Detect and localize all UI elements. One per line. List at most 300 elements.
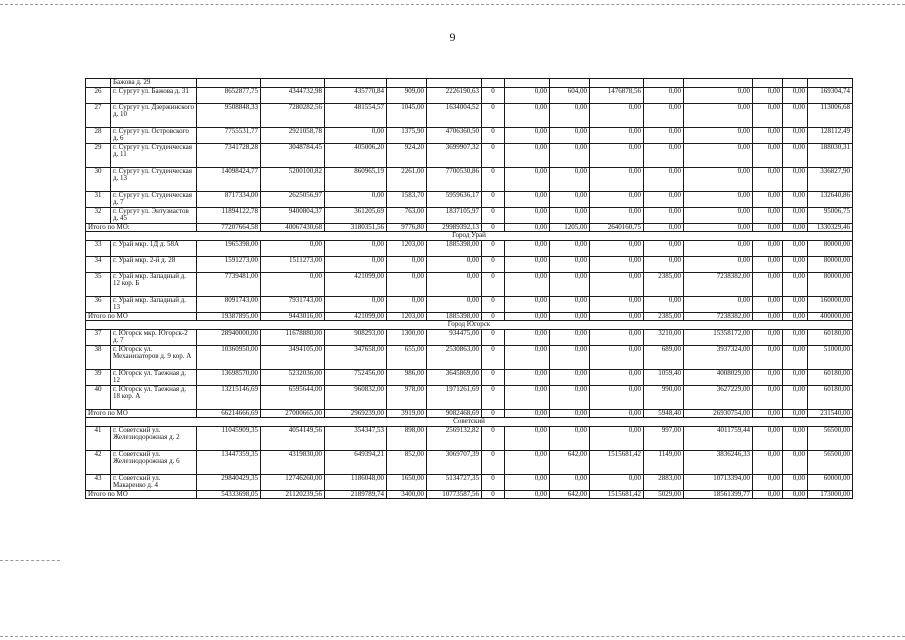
value-cell: 4706360,50 — [427, 127, 482, 143]
address-cell: г. Сургут ул. Студенческая д. 7 — [111, 191, 197, 207]
value-cell: 0 — [482, 87, 505, 103]
empty-cell — [482, 79, 505, 88]
value-cell: 361205,69 — [325, 207, 387, 223]
value-cell: 7755531,77 — [197, 127, 261, 143]
value-cell: 0,00 — [505, 345, 550, 369]
value-cell: 0,00 — [753, 256, 783, 272]
value-cell: 0,00 — [644, 167, 684, 191]
empty-cell — [753, 79, 783, 88]
value-cell: 9443016,00 — [261, 312, 325, 321]
value-cell: 909,00 — [387, 87, 427, 103]
table-row — [86, 272, 853, 296]
value-cell: 0,00 — [505, 87, 550, 103]
value-cell: 0,00 — [505, 240, 550, 256]
value-cell: 0,00 — [684, 296, 753, 312]
value-cell: 1885398,00 — [427, 240, 482, 256]
value-cell: 173000,00 — [808, 490, 853, 499]
value-cell: 21120239,56 — [261, 490, 325, 499]
table-row — [86, 167, 853, 191]
value-cell: 0,00 — [550, 474, 590, 490]
value-cell: 0 — [482, 143, 505, 167]
value-cell: 0,00 — [753, 127, 783, 143]
value-cell: 0,00 — [505, 272, 550, 296]
value-cell: 0,00 — [550, 127, 590, 143]
value-cell: 26930754,00 — [684, 409, 753, 418]
value-cell: 160000,00 — [808, 296, 853, 312]
value-cell: 0,00 — [505, 256, 550, 272]
value-cell: 9082468,69 — [427, 409, 482, 418]
value-cell: 0,00 — [590, 240, 644, 256]
value-cell: 0,00 — [590, 474, 644, 490]
group-header-row — [86, 321, 853, 330]
value-cell: 0,00 — [590, 385, 644, 409]
value-cell: 80000,00 — [808, 272, 853, 296]
value-cell: 0,00 — [684, 256, 753, 272]
value-cell: 0,00 — [783, 296, 808, 312]
value-cell: 4054149,56 — [261, 426, 325, 450]
value-cell: 0,00 — [783, 345, 808, 369]
value-cell: 27000665,00 — [261, 409, 325, 418]
value-cell: 0,00 — [783, 223, 808, 232]
value-cell: 3180351,56 — [325, 223, 387, 232]
value-cell: 1045,00 — [387, 103, 427, 127]
value-cell: 0,00 — [550, 191, 590, 207]
value-cell: 8091743,00 — [197, 296, 261, 312]
table-row — [86, 329, 853, 345]
value-cell: 4319830,00 — [261, 450, 325, 474]
value-cell: 7238382,00 — [684, 312, 753, 321]
value-cell: 18561399,77 — [684, 490, 753, 499]
value-cell: 0,00 — [753, 426, 783, 450]
value-cell: 2385,00 — [644, 312, 684, 321]
value-cell: 40067430,68 — [261, 223, 325, 232]
value-cell: 0,00 — [427, 296, 482, 312]
value-cell: 0,00 — [644, 296, 684, 312]
address-cell: г. Урай мкр. Западный д. 12 кор. Б — [111, 272, 197, 296]
value-cell: 0,00 — [505, 127, 550, 143]
value-cell: 997,00 — [644, 426, 684, 450]
value-cell: 0,00 — [753, 385, 783, 409]
value-cell: 14098424,77 — [197, 167, 261, 191]
value-cell: 435770,84 — [325, 87, 387, 103]
value-cell: 9508848,33 — [197, 103, 261, 127]
value-cell: 0,00 — [753, 143, 783, 167]
table-row — [86, 103, 853, 127]
value-cell: 0,00 — [550, 345, 590, 369]
table-row — [86, 345, 853, 369]
value-cell: 1971261,69 — [427, 385, 482, 409]
value-cell: 0,00 — [753, 329, 783, 345]
value-cell: 0,00 — [505, 296, 550, 312]
value-cell: 0,00 — [505, 409, 550, 418]
value-cell: 5200100,82 — [261, 167, 325, 191]
value-cell: 1059,40 — [644, 369, 684, 385]
value-cell: 0,00 — [550, 369, 590, 385]
value-cell: 0 — [482, 272, 505, 296]
value-cell: 0 — [482, 296, 505, 312]
value-cell: 0 — [482, 369, 505, 385]
value-cell: 29989392,13 — [427, 223, 482, 232]
value-cell: 0,00 — [644, 207, 684, 223]
value-cell: 51000,00 — [808, 345, 853, 369]
value-cell: 3937324,00 — [684, 345, 753, 369]
value-cell: 0,00 — [783, 207, 808, 223]
value-cell: 1965398,00 — [197, 240, 261, 256]
subtotal-label: Итого по МО: — [86, 223, 197, 232]
value-cell: 0,00 — [550, 426, 590, 450]
value-cell: 860965,19 — [325, 167, 387, 191]
value-cell: 0,00 — [505, 474, 550, 490]
value-cell: 649394,21 — [325, 450, 387, 474]
value-cell: 9776,80 — [387, 223, 427, 232]
scan-artifact-top — [0, 4, 905, 5]
value-cell: 0,00 — [783, 312, 808, 321]
table-row-continuation — [86, 79, 853, 88]
value-cell: 0,00 — [505, 143, 550, 167]
row-number-cell: 31 — [86, 191, 111, 207]
address-cell: г. Советский ул. Железнодорожная д. 2 — [111, 426, 197, 450]
value-cell: 0,00 — [753, 369, 783, 385]
value-cell: 0,00 — [684, 103, 753, 127]
value-cell: 3400,00 — [387, 490, 427, 499]
value-cell: 0,00 — [644, 143, 684, 167]
value-cell: 0,00 — [783, 490, 808, 499]
row-number-cell: 37 — [86, 329, 111, 345]
value-cell: 2921058,78 — [261, 127, 325, 143]
value-cell: 0,00 — [261, 240, 325, 256]
address-cell: г. Югорск ул. Таежная д. 12 — [111, 369, 197, 385]
value-cell: 655,00 — [387, 345, 427, 369]
empty-cell — [684, 79, 753, 88]
value-cell: 0,00 — [505, 450, 550, 474]
value-cell: 689,00 — [644, 345, 684, 369]
value-cell: 9400804,37 — [261, 207, 325, 223]
value-cell: 0,00 — [783, 409, 808, 418]
value-cell: 642,00 — [550, 490, 590, 499]
value-cell: 0,00 — [387, 296, 427, 312]
value-cell: 10773587,56 — [427, 490, 482, 499]
value-cell: 0,00 — [505, 329, 550, 345]
value-cell: 1186048,00 — [325, 474, 387, 490]
address-cell: Бажова д. 29 — [111, 79, 197, 88]
value-cell: 54333698,05 — [197, 490, 261, 499]
value-cell: 60000,00 — [808, 474, 853, 490]
value-cell: 0,00 — [550, 143, 590, 167]
address-cell: г. Урай мкр. Западный д. 13 — [111, 296, 197, 312]
subtotal-row — [86, 490, 853, 499]
value-cell: 0,00 — [753, 240, 783, 256]
value-cell: 1476878,56 — [590, 87, 644, 103]
value-cell: 5029,00 — [644, 490, 684, 499]
value-cell: 604,00 — [550, 87, 590, 103]
value-cell: 0,00 — [550, 312, 590, 321]
value-cell: 1375,90 — [387, 127, 427, 143]
value-cell: 0,00 — [550, 385, 590, 409]
row-number-cell: 32 — [86, 207, 111, 223]
value-cell: 2569132,82 — [427, 426, 482, 450]
value-cell: 1837105,97 — [427, 207, 482, 223]
value-cell: 898,00 — [387, 426, 427, 450]
row-number-cell: 33 — [86, 240, 111, 256]
row-number-cell: 27 — [86, 103, 111, 127]
value-cell: 0,00 — [783, 240, 808, 256]
value-cell: 0,00 — [753, 312, 783, 321]
value-cell: 0,00 — [325, 191, 387, 207]
value-cell: 0,00 — [550, 240, 590, 256]
empty-cell — [325, 79, 387, 88]
value-cell: 0,00 — [684, 127, 753, 143]
value-cell: 0,00 — [387, 256, 427, 272]
row-number-cell — [86, 79, 111, 88]
value-cell: 3836246,33 — [684, 450, 753, 474]
value-cell: 0 — [482, 240, 505, 256]
subtotal-row — [86, 409, 853, 418]
value-cell: 336827,90 — [808, 167, 853, 191]
value-cell: 0,00 — [550, 409, 590, 418]
value-cell: 2883,00 — [644, 474, 684, 490]
value-cell: 405006,20 — [325, 143, 387, 167]
table-row — [86, 127, 853, 143]
value-cell: 0,00 — [753, 490, 783, 499]
value-cell: 1634004,52 — [427, 103, 482, 127]
value-cell: 0,00 — [387, 272, 427, 296]
value-cell: 4011759,44 — [684, 426, 753, 450]
value-cell: 29840429,35 — [197, 474, 261, 490]
value-cell: 12746260,00 — [261, 474, 325, 490]
value-cell: 0,00 — [753, 207, 783, 223]
value-cell: 4344732,98 — [261, 87, 325, 103]
value-cell: 0,00 — [684, 143, 753, 167]
value-cell: 0,00 — [505, 103, 550, 127]
table-row — [86, 87, 853, 103]
table-row — [86, 191, 853, 207]
table-row — [86, 296, 853, 312]
value-cell: 481554,57 — [325, 103, 387, 127]
value-cell: 0,00 — [783, 474, 808, 490]
value-cell: 13698570,00 — [197, 369, 261, 385]
scan-artifact-bottom — [0, 636, 905, 637]
row-number-cell: 36 — [86, 296, 111, 312]
value-cell: 0,00 — [684, 240, 753, 256]
value-cell: 7341728,28 — [197, 143, 261, 167]
row-number-cell: 38 — [86, 345, 111, 369]
group-title: Советский — [86, 418, 853, 427]
value-cell: 0,00 — [590, 272, 644, 296]
register-body — [86, 79, 853, 499]
value-cell: 60180,00 — [808, 329, 853, 345]
value-cell: 1205,00 — [550, 223, 590, 232]
empty-cell — [590, 79, 644, 88]
value-cell: 924,20 — [387, 143, 427, 167]
value-cell: 0 — [482, 256, 505, 272]
value-cell: 0,00 — [590, 191, 644, 207]
value-cell: 0,00 — [753, 272, 783, 296]
group-title: Город Урай — [86, 232, 853, 241]
value-cell: 0,00 — [753, 103, 783, 127]
value-cell: 0,00 — [753, 296, 783, 312]
empty-cell — [261, 79, 325, 88]
value-cell: 0,00 — [644, 256, 684, 272]
scan-artifact-left — [0, 560, 60, 561]
address-cell: г. Сургут ул. Островского д. 6 — [111, 127, 197, 143]
value-cell: 56500,00 — [808, 426, 853, 450]
value-cell: 10360950,00 — [197, 345, 261, 369]
address-cell: г. Урай мкр. 2-й д. 28 — [111, 256, 197, 272]
address-cell: г. Сургут ул. Энтузиастов д. 45 — [111, 207, 197, 223]
value-cell: 0,00 — [590, 409, 644, 418]
value-cell: 0,00 — [550, 272, 590, 296]
value-cell: 934475,00 — [427, 329, 482, 345]
value-cell: 60180,00 — [808, 369, 853, 385]
group-header-row — [86, 232, 853, 241]
value-cell: 80000,00 — [808, 256, 853, 272]
value-cell: 0,00 — [261, 272, 325, 296]
value-cell: 77207664,58 — [197, 223, 261, 232]
value-cell: 0,00 — [783, 256, 808, 272]
value-cell: 231540,00 — [808, 409, 853, 418]
value-cell: 2226190,63 — [427, 87, 482, 103]
value-cell: 4008029,00 — [684, 369, 753, 385]
subtotal-label: Итого по МО — [86, 490, 197, 499]
value-cell: 421099,00 — [325, 272, 387, 296]
value-cell: 0,00 — [325, 256, 387, 272]
value-cell: 0,00 — [590, 369, 644, 385]
value-cell: 0,00 — [505, 385, 550, 409]
table-row — [86, 256, 853, 272]
register-table — [85, 78, 853, 499]
value-cell: 0,00 — [590, 329, 644, 345]
value-cell: 1591273,00 — [197, 256, 261, 272]
empty-cell — [197, 79, 261, 88]
value-cell: 0,00 — [590, 103, 644, 127]
empty-cell — [427, 79, 482, 88]
value-cell: 5959636,17 — [427, 191, 482, 207]
address-cell: г. Советский ул. Железнодорожная д. 6 — [111, 450, 197, 474]
value-cell: 763,00 — [387, 207, 427, 223]
value-cell: 2261,00 — [387, 167, 427, 191]
value-cell: 852,00 — [387, 450, 427, 474]
value-cell: 10713394,00 — [684, 474, 753, 490]
value-cell: 169304,74 — [808, 87, 853, 103]
value-cell: 8717334,00 — [197, 191, 261, 207]
value-cell: 0,00 — [753, 191, 783, 207]
value-cell: 0 — [482, 329, 505, 345]
value-cell: 960832,00 — [325, 385, 387, 409]
value-cell: 0,00 — [783, 450, 808, 474]
value-cell: 421099,00 — [325, 312, 387, 321]
value-cell: 2385,00 — [644, 272, 684, 296]
row-number-cell: 29 — [86, 143, 111, 167]
value-cell: 128112,49 — [808, 127, 853, 143]
value-cell: 0,00 — [753, 450, 783, 474]
table-row — [86, 474, 853, 490]
value-cell: 1203,00 — [387, 240, 427, 256]
value-cell: 0,00 — [644, 87, 684, 103]
value-cell: 132640,86 — [808, 191, 853, 207]
value-cell: 0,00 — [783, 87, 808, 103]
value-cell: 0,00 — [550, 256, 590, 272]
value-cell: 0,00 — [783, 272, 808, 296]
value-cell: 0,00 — [325, 296, 387, 312]
value-cell: 400000,00 — [808, 312, 853, 321]
row-number-cell: 43 — [86, 474, 111, 490]
value-cell: 2189789,74 — [325, 490, 387, 499]
value-cell: 80000,00 — [808, 240, 853, 256]
value-cell: 13215146,69 — [197, 385, 261, 409]
value-cell: 0,00 — [783, 369, 808, 385]
group-header-row — [86, 418, 853, 427]
value-cell: 0,00 — [753, 223, 783, 232]
value-cell: 11045909,35 — [197, 426, 261, 450]
table-row — [86, 240, 853, 256]
value-cell: 0,00 — [783, 143, 808, 167]
value-cell: 0,00 — [590, 426, 644, 450]
table-row — [86, 369, 853, 385]
value-cell: 0,00 — [590, 256, 644, 272]
value-cell: 2969239,00 — [325, 409, 387, 418]
value-cell: 3048784,45 — [261, 143, 325, 167]
value-cell: 0,00 — [644, 223, 684, 232]
value-cell: 0 — [482, 103, 505, 127]
value-cell: 7739481,00 — [197, 272, 261, 296]
value-cell: 3210,00 — [644, 329, 684, 345]
value-cell: 7238382,00 — [684, 272, 753, 296]
value-cell: 642,00 — [550, 450, 590, 474]
empty-cell — [808, 79, 853, 88]
value-cell: 2625056,97 — [261, 191, 325, 207]
value-cell: 0,00 — [505, 191, 550, 207]
value-cell: 56500,00 — [808, 450, 853, 474]
value-cell: 3069707,39 — [427, 450, 482, 474]
value-cell: 1300,00 — [387, 329, 427, 345]
table-row — [86, 207, 853, 223]
value-cell: 0,00 — [783, 103, 808, 127]
value-cell: 3699907,32 — [427, 143, 482, 167]
page-number: 9 — [449, 30, 456, 44]
table-row — [86, 385, 853, 409]
value-cell: 0,00 — [505, 167, 550, 191]
value-cell: 19387895,00 — [197, 312, 261, 321]
value-cell: 113006,68 — [808, 103, 853, 127]
value-cell: 986,00 — [387, 369, 427, 385]
value-cell: 0,00 — [505, 426, 550, 450]
row-number-cell: 42 — [86, 450, 111, 474]
value-cell: 11894122,78 — [197, 207, 261, 223]
table-row — [86, 426, 853, 450]
value-cell: 3645869,00 — [427, 369, 482, 385]
value-cell: 978,00 — [387, 385, 427, 409]
value-cell: 0,00 — [590, 312, 644, 321]
value-cell: 1203,00 — [387, 312, 427, 321]
empty-cell — [644, 79, 684, 88]
value-cell: 0,00 — [590, 167, 644, 191]
value-cell: 5948,40 — [644, 409, 684, 418]
value-cell: 1650,00 — [387, 474, 427, 490]
value-cell: 3494105,00 — [261, 345, 325, 369]
value-cell: 0,00 — [590, 296, 644, 312]
value-cell: 8652877,75 — [197, 87, 261, 103]
value-cell: 0,00 — [684, 167, 753, 191]
value-cell: 3627229,00 — [684, 385, 753, 409]
value-cell: 0 — [482, 191, 505, 207]
row-number-cell: 35 — [86, 272, 111, 296]
row-number-cell: 39 — [86, 369, 111, 385]
value-cell: 354347,53 — [325, 426, 387, 450]
group-title: Город Югорск — [86, 321, 853, 330]
address-cell: г. Сургут ул. Студенческая д. 13 — [111, 167, 197, 191]
value-cell: 1149,00 — [644, 450, 684, 474]
table-row — [86, 450, 853, 474]
